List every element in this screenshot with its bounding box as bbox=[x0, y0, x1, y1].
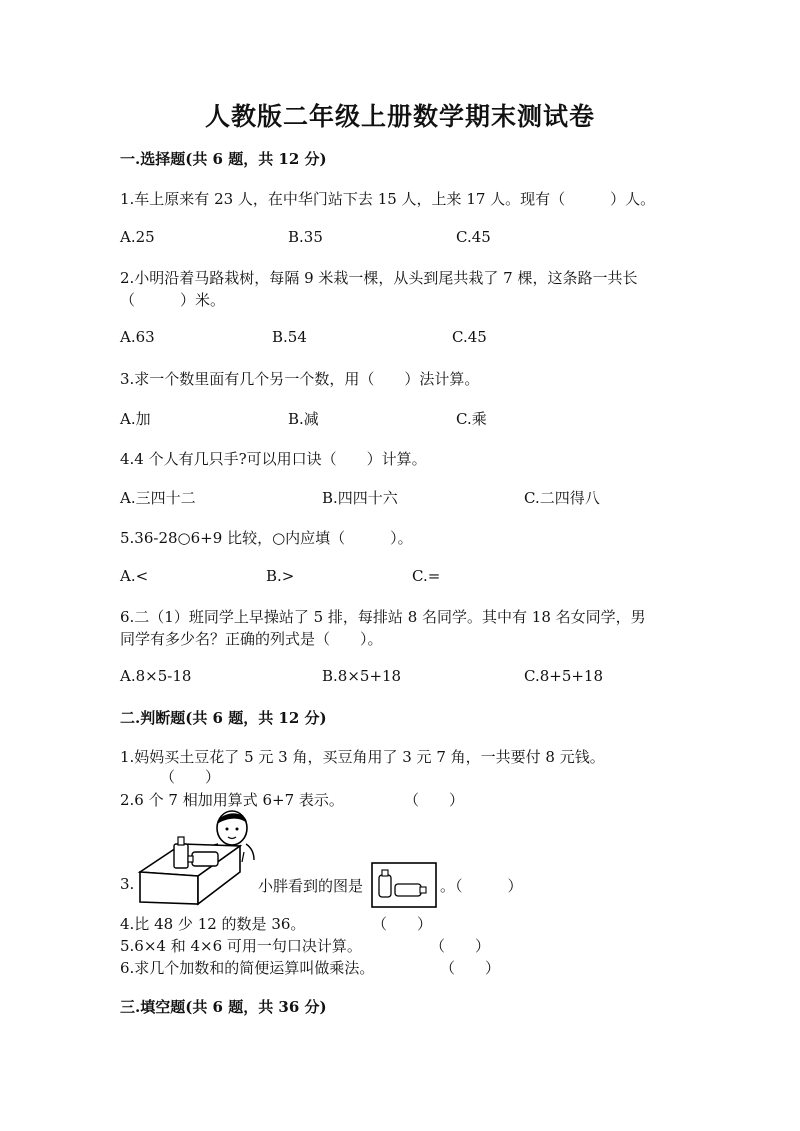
answer-figure-bottles bbox=[371, 862, 437, 908]
option-a[interactable]: A.< bbox=[120, 567, 149, 585]
answer-paren[interactable]: （ ） bbox=[160, 768, 221, 786]
answer-paren[interactable]: （ ） bbox=[404, 791, 465, 809]
question-2-line2: （ ）米。 bbox=[120, 291, 226, 309]
option-c[interactable]: C.乘 bbox=[456, 410, 487, 428]
judge-question-3-text: 小胖看到的图是 bbox=[258, 877, 364, 895]
question-3: 3.求一个数里面有几个另一个数，用（ ）法计算。 bbox=[120, 370, 480, 388]
option-c[interactable]: C.45 bbox=[452, 328, 487, 346]
option-b[interactable]: B.> bbox=[266, 567, 295, 585]
box-bottles-figure bbox=[136, 806, 256, 910]
section-heading-judgement: 二.判断题(共 6 题，共 12 分) bbox=[120, 709, 327, 727]
option-a[interactable]: A.63 bbox=[120, 328, 155, 346]
question-1: 1.车上原来有 23 人，在中华门站下去 15 人，上来 17 人。现有（ ）人。 bbox=[120, 190, 656, 208]
question-5: 5.36-28○6+9 比较，○内应填（ ）。 bbox=[120, 529, 413, 547]
option-a[interactable]: A.8×5-18 bbox=[120, 667, 192, 685]
judge-question-5: 5.6×4 和 4×6 可用一句口决计算。 bbox=[120, 937, 362, 955]
option-a[interactable]: A.三四十二 bbox=[120, 489, 196, 507]
option-c[interactable]: C.二四得八 bbox=[524, 489, 600, 507]
judge-question-4: 4.比 48 少 12 的数是 36。 bbox=[120, 915, 306, 933]
option-a[interactable]: A.加 bbox=[120, 410, 151, 428]
option-b[interactable]: B.四四十六 bbox=[322, 489, 398, 507]
option-b[interactable]: B.35 bbox=[288, 228, 323, 246]
answer-paren[interactable]: （ ） bbox=[440, 959, 501, 977]
judge-question-6: 6.求几个加数和的简便运算叫做乘法。 bbox=[120, 959, 375, 977]
option-b[interactable]: B.减 bbox=[288, 410, 319, 428]
question-6-line1: 6.二（1）班同学上早操站了 5 排，每排站 8 名同学。其中有 18 名女同学，男 bbox=[120, 608, 646, 626]
judge-question-3-number: 3. bbox=[120, 875, 135, 893]
option-b[interactable]: B.54 bbox=[272, 328, 307, 346]
judge-question-2: 2.6 个 7 相加用算式 6+7 表示。 bbox=[120, 791, 344, 809]
section-heading-choice: 一.选择题(共 6 题，共 12 分) bbox=[120, 150, 327, 168]
answer-paren[interactable]: （ ） bbox=[372, 915, 433, 933]
answer-paren[interactable]: 。（ ） bbox=[440, 877, 523, 895]
option-a[interactable]: A.25 bbox=[120, 228, 155, 246]
answer-paren[interactable]: （ ） bbox=[430, 937, 491, 955]
option-c[interactable]: C.= bbox=[412, 567, 441, 585]
question-6-line2: 同学有多少名？正确的列式是（ ）。 bbox=[120, 630, 383, 648]
question-4: 4.4 个人有几只手?可以用口诀（ ）计算。 bbox=[120, 450, 427, 468]
option-c[interactable]: C.8+5+18 bbox=[524, 667, 604, 685]
page-title: 人教版二年级上册数学期末测试卷 bbox=[204, 102, 595, 131]
section-heading-fill-blank: 三.填空题(共 6 题，共 36 分) bbox=[120, 998, 327, 1016]
option-b[interactable]: B.8×5+18 bbox=[322, 667, 402, 685]
option-c[interactable]: C.45 bbox=[456, 228, 491, 246]
judge-question-1: 1.妈妈买土豆花了 5 元 3 角，买豆角用了 3 元 7 角，一共要付 8 元钱。 bbox=[120, 748, 605, 766]
question-2-line1: 2.小明沿着马路栽树，每隔 9 米栽一棵，从头到尾共栽了 7 棵，这条路一共长 bbox=[120, 269, 638, 287]
